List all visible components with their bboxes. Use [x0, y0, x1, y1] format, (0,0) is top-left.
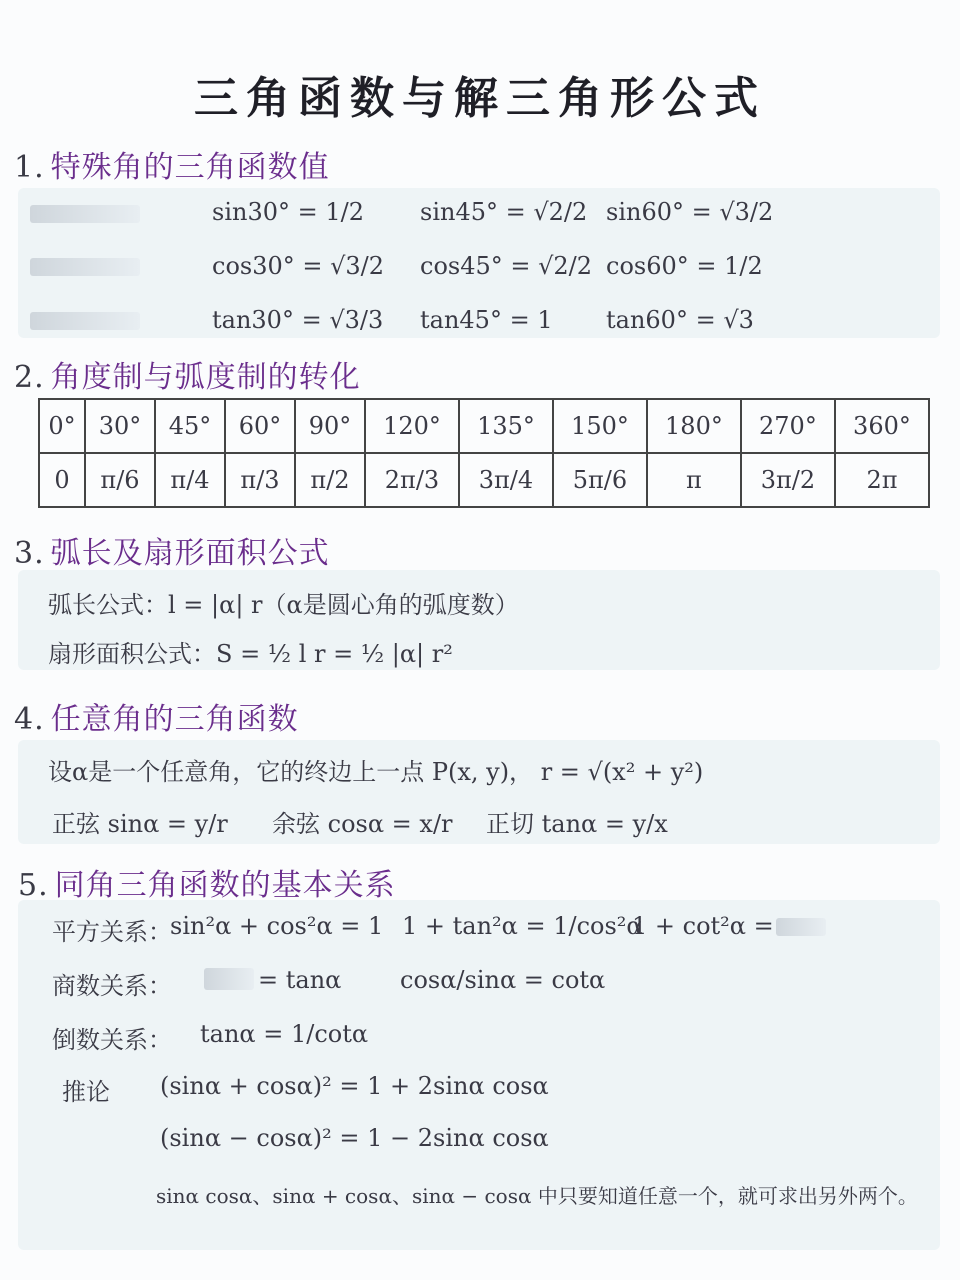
section5-title: 同角三角函数的基本关系: [54, 868, 396, 903]
degree-cell: 180°: [647, 399, 741, 453]
section2-title: 角度制与弧度制的转化: [50, 360, 361, 395]
degree-cell: 30°: [85, 399, 155, 453]
section4-title: 任意角的三角函数: [50, 702, 299, 737]
sine-definition: 正弦 sinα = y/r: [52, 810, 228, 838]
radian-cell: π: [647, 453, 741, 507]
inference-1: (sinα + cosα)² = 1 + 2sinα cosα: [160, 1072, 549, 1100]
square-relation-1: sin²α + cos²α = 1: [170, 912, 384, 940]
special-value: sin60° = √3/2: [606, 198, 774, 226]
degree-radian-table: [38, 398, 930, 508]
degree-cell: 0°: [39, 399, 85, 453]
degree-cell: 135°: [459, 399, 553, 453]
page-title: 三角函数与解三角形公式: [194, 73, 766, 124]
degree-cell: 60°: [225, 399, 295, 453]
special-value: cos45° = √2/2: [420, 252, 593, 280]
section1-title: 特殊角的三角函数值: [50, 150, 330, 185]
section2-number: 2.: [14, 360, 45, 395]
degree-cell: 45°: [155, 399, 225, 453]
radian-row: [39, 453, 929, 507]
section3-number: 3.: [14, 536, 45, 571]
reciprocal-relation-label: 倒数关系：: [52, 1026, 172, 1054]
special-value: sin45° = √2/2: [420, 198, 588, 226]
section3-title: 弧长及扇形面积公式: [50, 536, 330, 571]
degree-cell: 90°: [295, 399, 365, 453]
reciprocal-relation-1: tanα = 1/cotα: [200, 1020, 369, 1048]
section4-heading: [14, 694, 299, 738]
section1-heading: [14, 142, 330, 186]
special-value: tan60° = √3: [606, 306, 754, 334]
arc-length-formula: 弧长公式：l = |α| r（α是圆心角的弧度数）: [48, 591, 519, 619]
section5-number: 5.: [18, 868, 49, 903]
degree-cell: 150°: [553, 399, 647, 453]
special-value: sin30° = 1/2: [212, 198, 364, 226]
radian-cell: 3π/2: [741, 453, 835, 507]
section3-heading: [14, 528, 330, 572]
section4-number: 4.: [14, 702, 45, 737]
radian-cell: 5π/6: [553, 453, 647, 507]
arbitrary-angle-definition: 设α是一个任意角，它的终边上一点 P(x, y)， r = √(x² + y²): [48, 758, 704, 786]
radian-cell: π/6: [85, 453, 155, 507]
inference-3: sinα cosα、sinα + cosα、sinα − cosα 中只要知道任意一个，就可求出另外两个。: [156, 1184, 918, 1208]
radian-cell: π/4: [155, 453, 225, 507]
blurred-fraction: [204, 968, 254, 990]
section5-heading: [18, 860, 396, 904]
quotient-relation-label: 商数关系：: [52, 972, 172, 1000]
inference-label: 推论: [62, 1078, 110, 1106]
square-relation-label: 平方关系：: [52, 918, 172, 946]
blurred-label: [30, 205, 140, 223]
special-value: cos60° = 1/2: [606, 252, 763, 280]
square-relation-2: 1 + tan²α = 1/cos²α: [402, 912, 643, 940]
inference-2: (sinα − cosα)² = 1 − 2sinα cosα: [160, 1124, 549, 1152]
square-relation-3: 1 + cot²α =: [632, 912, 774, 940]
section1-number: 1.: [14, 150, 45, 185]
sector-area-formula: 扇形面积公式：S = ½ l r = ½ |α| r²: [48, 640, 453, 668]
radian-cell: π/2: [295, 453, 365, 507]
special-value: cos30° = √3/2: [212, 252, 385, 280]
radian-cell: π/3: [225, 453, 295, 507]
cosine-definition: 余弦 cosα = x/r: [272, 810, 453, 838]
radian-cell: 2π/3: [365, 453, 459, 507]
special-value: tan30° = √3/3: [212, 306, 384, 334]
blurred-label: [30, 258, 140, 276]
quotient-relation-1: = tanα: [258, 966, 342, 994]
radian-cell: 0: [39, 453, 85, 507]
degree-row: [39, 399, 929, 453]
degree-cell: 270°: [741, 399, 835, 453]
blurred-label: [30, 312, 140, 330]
special-value: tan45° = 1: [420, 306, 553, 334]
tangent-definition: 正切 tanα = y/x: [486, 810, 668, 838]
radian-cell: 3π/4: [459, 453, 553, 507]
degree-cell: 120°: [365, 399, 459, 453]
section2-heading: [14, 352, 361, 396]
quotient-relation-2: cosα/sinα = cotα: [400, 966, 606, 994]
blurred-value: [776, 918, 826, 936]
radian-cell: 2π: [835, 453, 929, 507]
degree-cell: 360°: [835, 399, 929, 453]
